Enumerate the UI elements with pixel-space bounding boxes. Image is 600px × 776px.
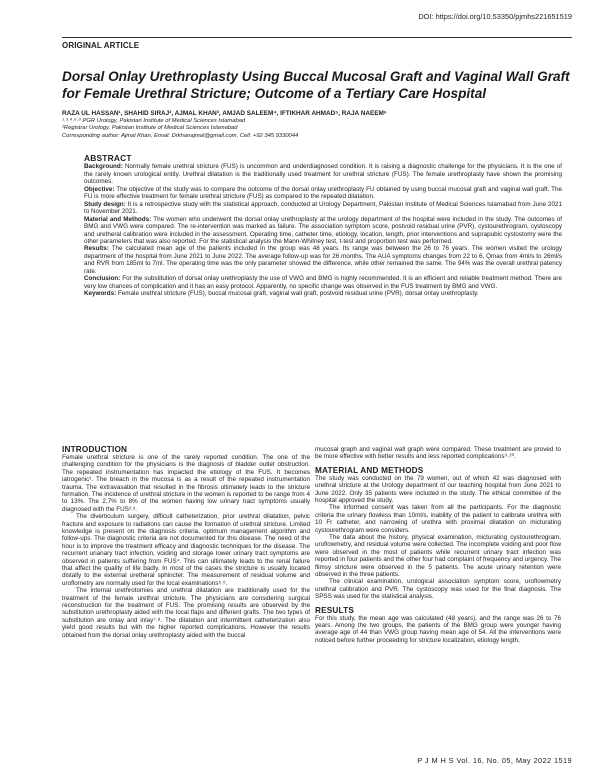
corresponding-author: Corresponding author: Ajmal Khan, Email: Drkhanajmal@gmail.com, Cell: +92 345 9330044: [62, 132, 299, 139]
introduction-continued: mucosal graph and vaginal wall graph were compared. These treatment are proved to be more effective with better results and less reported complications⁹˒¹⁰.: [315, 446, 561, 461]
background-label: Background:: [84, 163, 123, 171]
keywords-label: Keywords:: [84, 290, 117, 298]
methods-paragraph-4: The clinical examination, urological association symptom score, uroflowmetry urethral calibration and PVR. The cystoscopy was used for the final diagnosis. The SPSS was used for the statistical analysis.: [315, 578, 561, 601]
conclusion-label: Conclusion:: [84, 275, 121, 283]
abstract-methods: [84, 216, 562, 246]
design-label: Study design:: [84, 200, 126, 208]
abstract-heading: ABSTRACT: [84, 153, 132, 163]
keywords-text: Female urethral stricture (FUS), buccal mucosal graft, vaginal wall graft, postvoid residual urine (PVR), dorsal onlay urethroplasty.: [117, 290, 479, 298]
design-text: It is a retrospective study with the statistical approach, conducted at Urology Department, Pakistan Institute of Medical Sciences Islamabad from June 2021 to November 2021.: [84, 200, 562, 216]
abstract-background: [84, 163, 562, 185]
doi-line: [418, 12, 572, 21]
article-title: Dorsal Onlay Urethroplasty Using Buccal Mucosal Graft and Vaginal Wall Graft for Female Urethral Stricture; Outcome of a Tertiary Care Hospital: [62, 69, 570, 101]
author-block: [62, 110, 572, 140]
abstract-objective: [84, 186, 562, 201]
article-type: ORIGINAL ARTICLE: [62, 41, 140, 50]
methods-heading: MATERIAL AND METHODS: [315, 465, 424, 475]
conclusion-text: For the substitution of dorsal onlay urethroplasty the use of VWG and BMG is highly recommended. It is an efficient and reliable treatment method. There are very low chances of complication and it has an easy protocol. Apparently, no specific change was observed in the FUS treatment by BMG and VWG.: [84, 275, 563, 290]
doi-link[interactable]: https://doi.org/10.53350/pjmhs221651519: [435, 12, 572, 21]
author-names: RAZA UL HASSAN¹, SHAHID SIRAJ², AJMAL KHAN³, AMJAD SALEEM⁴, IFTIKHAR AHMAD⁵, RAJA NAEEM⁶: [62, 110, 387, 117]
abstract-design: [84, 201, 562, 216]
doi-label: DOI:: [418, 12, 434, 21]
methods-label: Material and Methods:: [84, 215, 152, 223]
methods-paragraph-2: The informed consent was taken from all the participants. For the diagnostic criteria the urinary flowless than 10ml/s, inability of the patient to calibrate urethra with 10 Fr catheter, and narrowing of urethra with proximal dilatation on micturating cystourethrogram were considers.: [315, 504, 561, 534]
introduction-paragraph-1: Female urethral stricture is one of the rarely reported condition. The one of the challenging condition for the physicians is the diagnosis of bladder outlet obstruction. The repeated instrumentation has impacted the etiology of the FUS. It becomes iatrogenic¹. The breach in the mucosa is as a result of the repeated instrumentation trauma. The extravasation that resulted in the fibrosis ultimately leads to the stricture formation. The incidence of urethral stricture in the women is reported to be range from 4 to 13%. The 2.7% to 8% of the women having low urinary tract symptoms usually diagnosed with the FUS²˒³.: [62, 453, 310, 513]
results-paragraph-1: For this study, the mean age was calculated (48 years), and the range was 26 to 76 years. Among the two groups, the patients of the BMG group were younger having average age of 44 than VWG group having mean age of 54. All the interventions were noticed before further proceeding for stricture localization, etiology length,: [315, 614, 561, 644]
introduction-paragraph-2: The diverticulum surgery, difficult catheterization, prior urethral dilatation, pelvic fracture and exposure to radiations can cause the formation of urethral stricture. Limited knowledge is present on the diagnosis criteria, optimum management algorithm and follow-ups. The diagnostic criteria are not documented for this disease. The need of the hour is to improve the treatment efficacy and diagnostic techniques for the disease. The recurrent urianary tract infection, voiding and storage lower urinary tract symptoms are observed in patients suffering from FUS⁴. This can ultimately leads to the renal failure that affect the quality of life badly. In most of the cases the stricture is usually located distally to the external uretheral sphincter. The measurement of residual volume and uroflometry are normally used for the local examinations⁵˒⁶.: [62, 513, 310, 587]
introduction-heading: INTRODUCTION: [62, 445, 128, 454]
affiliation-1: ¹˒³˒⁴˒⁵˒⁶ PGR Urology, Pakistan Institute of Medical Sciences Islamabad: [62, 117, 246, 124]
abstract-keywords: [84, 290, 562, 297]
methods-paragraph-1: The study was conducted on the 79 women, out of which 42 was diagnosed with urethral stricture at the Urology department of our teaching hospital from June 2021 to June 2022. Only 35 patients were included in the study. The ethical committee of the hospital approved the study.: [315, 474, 561, 504]
introduction-paragraph-3: The internal urethrotomies and urethral dilatation are traditionally used for the treatment of the female urethral stricture. The physicians are considering surgical reconstruction for the treatment of FUS. The promising results are observed by the substitution urethroplasty aided with the local flaps and different grafts. The two types of substitution are onlay and inlay⁷˒⁸. The dilatation and intermittent catheterization also yield good results but with the higher reported complications. However the results obtained from the dorsal onlay urethroplasty aided with the buccal: [62, 587, 310, 639]
methods-paragraph-3: The data about the history, physical examination, micturating cystourethrogram, uroflowmetry, and residual volume were collected. The incomplete voiding and poor flow were observed in the most of patients while recurrent urinary tract infection was reported in four patients and the other four had complaint of frequency and urgency. The flimsy stricture were observed in the 5 patients. The acute urinary retention were observed in the three patients.: [315, 533, 561, 578]
left-column: [62, 446, 310, 639]
abstract-results: [84, 245, 562, 275]
results-text: The calculated mean age of the patients included in the group was 48 years. Its range was between the 26 to 76 years. The women visited the urology department of the hospital from June 2021 to June 2022. The average follow-up was for 26 months. The AUA symptoms changes from 22 to 6, Qmax from 4ml/s to 26ml/s and RVR from 185ml to 7ml. The operating time was the only parameter showed the difference, while other remained the same. The 94% was the overall urethral patency rate.: [84, 245, 563, 275]
results-heading: RESULTS: [315, 605, 355, 615]
background-text: Normally female urethral stricture (FUS) is uncommon and underdiagnosed condition. It is raising a diagnostic challenge for the physicians. It is the one of the rarely known urological entity. Urethral dilatation is the traditionally used treatment for urethral stricture (FUS). The female urethroplasty have shown the promising outcomes.: [84, 163, 562, 186]
affiliation-2: ²Registrar Urology, Pakistan Institute of Medical Sciences Islamabad: [62, 125, 238, 132]
results-label: Results:: [84, 245, 109, 253]
header-divider: [62, 37, 572, 38]
journal-footer: P J M H S Vol. 16, No. 05, May 2022 1519: [417, 756, 572, 765]
methods-text: The women who underwent the dorsal onlay urethroplasty at the urology department of the hospital were included in the study. The outcomes of BMG and VWG were compared. The re-intervention was marked as failure. The association symptom score, postvoid residual urine (PVR), cystourethrogram, cystoscopy and uretheral calibration were included in the assessment. Operating time, catheter time, etiology, location, length, prior interventions and suprapubic cystostomy were the other parameters that was also reported. For the statistical analysis the Mann-Whitney test, t-test and proportion test was performed.: [84, 215, 562, 245]
right-column: [315, 446, 561, 644]
objective-label: Objective:: [84, 185, 115, 193]
objective-text: The objective of the study was to compare the outcome of the dorsal onlay urethroplasty FU obtained by using buccal mucosal graft and vaginal wall graft. The FU is more effective treatment for female urethral stricture (FUS) as compared to the repeated dilatation.: [84, 185, 562, 201]
abstract-section: [84, 155, 562, 298]
abstract-conclusion: [84, 275, 562, 290]
